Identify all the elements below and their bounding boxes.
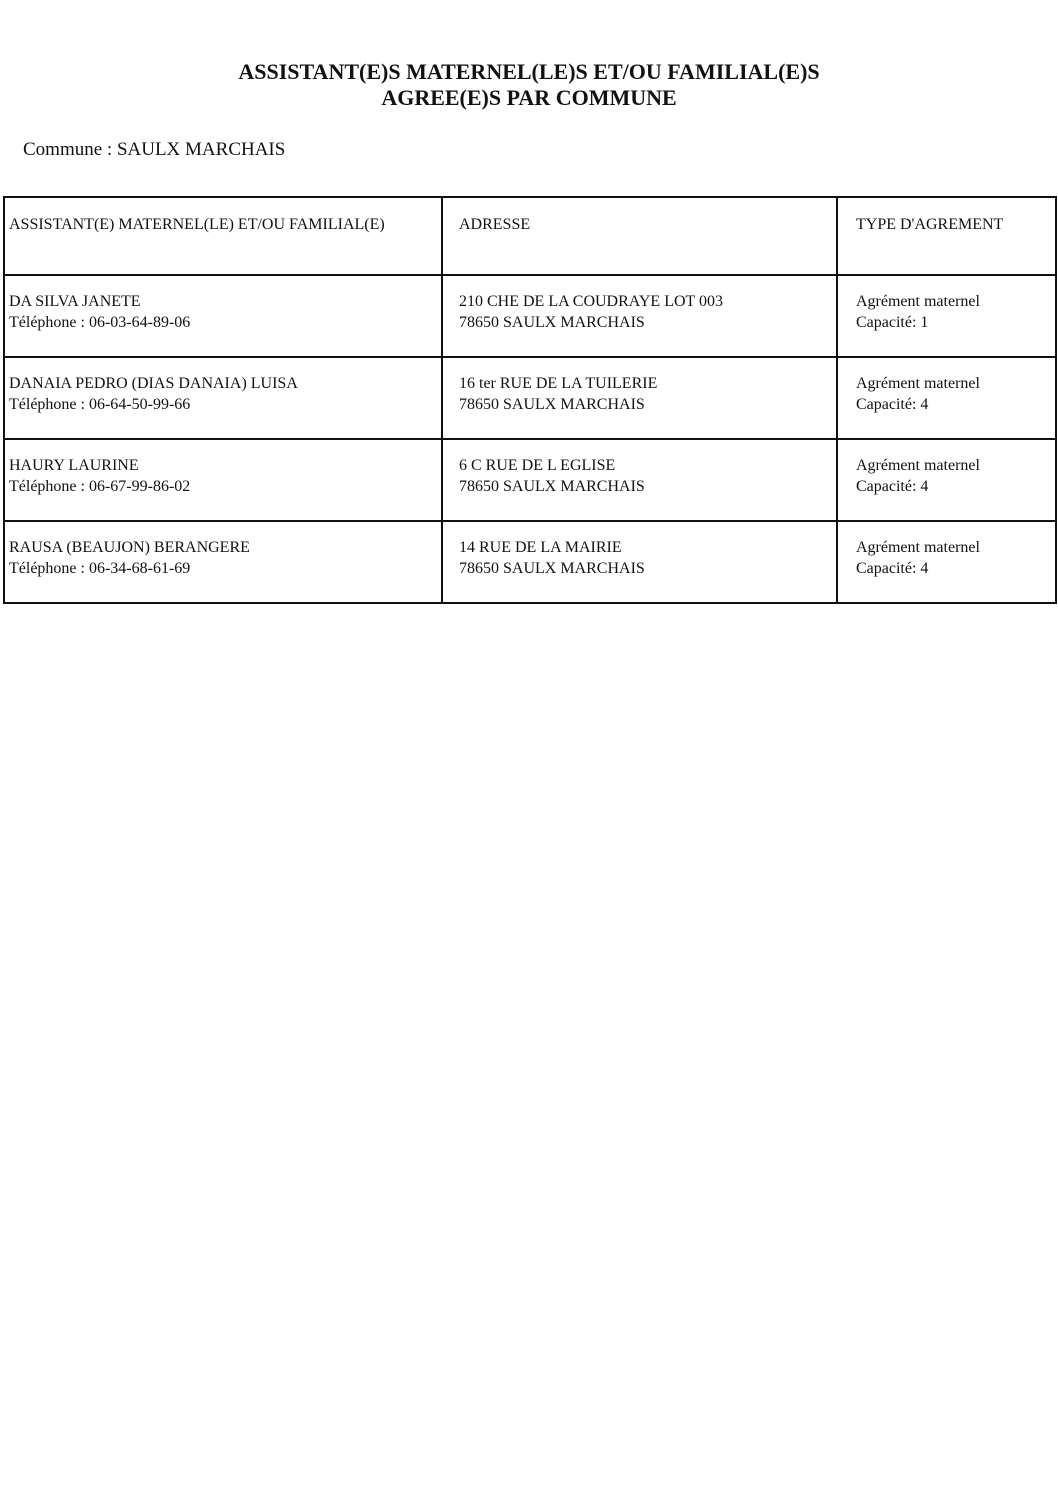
cell-address <box>442 439 837 521</box>
capacite: Capacité: 4 <box>856 560 929 577</box>
header-type: TYPE D'AGREMENT <box>837 197 1056 275</box>
cell-type <box>837 439 1056 521</box>
assistant-name: RAUSA (BEAUJON) BERANGERE <box>9 539 250 556</box>
address-line-2: 78650 SAULX MARCHAIS <box>459 560 645 577</box>
title-line-1: ASSISTANT(E)S MATERNEL(LE)S ET/OU FAMILIAL(E)S <box>238 59 820 84</box>
table-row <box>4 439 1056 521</box>
assistant-name: DA SILVA JANETE <box>9 293 141 310</box>
address-line-2: 78650 SAULX MARCHAIS <box>459 396 645 413</box>
table-row <box>4 275 1056 357</box>
cell-address <box>442 275 837 357</box>
assistant-name: DANAIA PEDRO (DIAS DANAIA) LUISA <box>9 375 298 392</box>
table-header-row <box>4 197 1056 275</box>
cell-name <box>4 439 442 521</box>
table-row <box>4 357 1056 439</box>
address-line-1: 210 CHE DE LA COUDRAYE LOT 003 <box>459 293 724 310</box>
assistant-name: HAURY LAURINE <box>9 457 139 474</box>
header-address: ADRESSE <box>442 197 837 275</box>
capacite: Capacité: 1 <box>856 314 929 331</box>
agrement-type: Agrément maternel <box>856 375 980 392</box>
capacite: Capacité: 4 <box>856 478 929 495</box>
header-name: ASSISTANT(E) MATERNEL(LE) ET/OU FAMILIAL(E) <box>4 197 442 275</box>
assistant-phone: Téléphone : 06-64-50-99-66 <box>9 396 191 413</box>
assistant-phone: Téléphone : 06-67-99-86-02 <box>9 478 191 495</box>
assistant-phone: Téléphone : 06-34-68-61-69 <box>9 560 191 577</box>
agrement-type: Agrément maternel <box>856 457 980 474</box>
cell-type <box>837 357 1056 439</box>
cell-name <box>4 275 442 357</box>
address-line-1: 6 C RUE DE L EGLISE <box>459 457 616 474</box>
agrement-type: Agrément maternel <box>856 293 980 310</box>
assistants-table <box>3 196 1057 604</box>
cell-type <box>837 521 1056 603</box>
cell-address <box>442 521 837 603</box>
table-row <box>4 521 1056 603</box>
assistant-phone: Téléphone : 06-03-64-89-06 <box>9 314 191 331</box>
address-line-2: 78650 SAULX MARCHAIS <box>459 478 645 495</box>
page-title <box>0 59 1058 111</box>
commune-label: Commune : SAULX MARCHAIS <box>23 139 286 160</box>
title-line-2: AGREE(E)S PAR COMMUNE <box>381 85 677 110</box>
capacite: Capacité: 4 <box>856 396 929 413</box>
address-line-2: 78650 SAULX MARCHAIS <box>459 314 645 331</box>
cell-name <box>4 357 442 439</box>
address-line-1: 14 RUE DE LA MAIRIE <box>459 539 622 556</box>
cell-name <box>4 521 442 603</box>
agrement-type: Agrément maternel <box>856 539 980 556</box>
address-line-1: 16 ter RUE DE LA TUILERIE <box>459 375 658 392</box>
cell-type <box>837 275 1056 357</box>
cell-address <box>442 357 837 439</box>
